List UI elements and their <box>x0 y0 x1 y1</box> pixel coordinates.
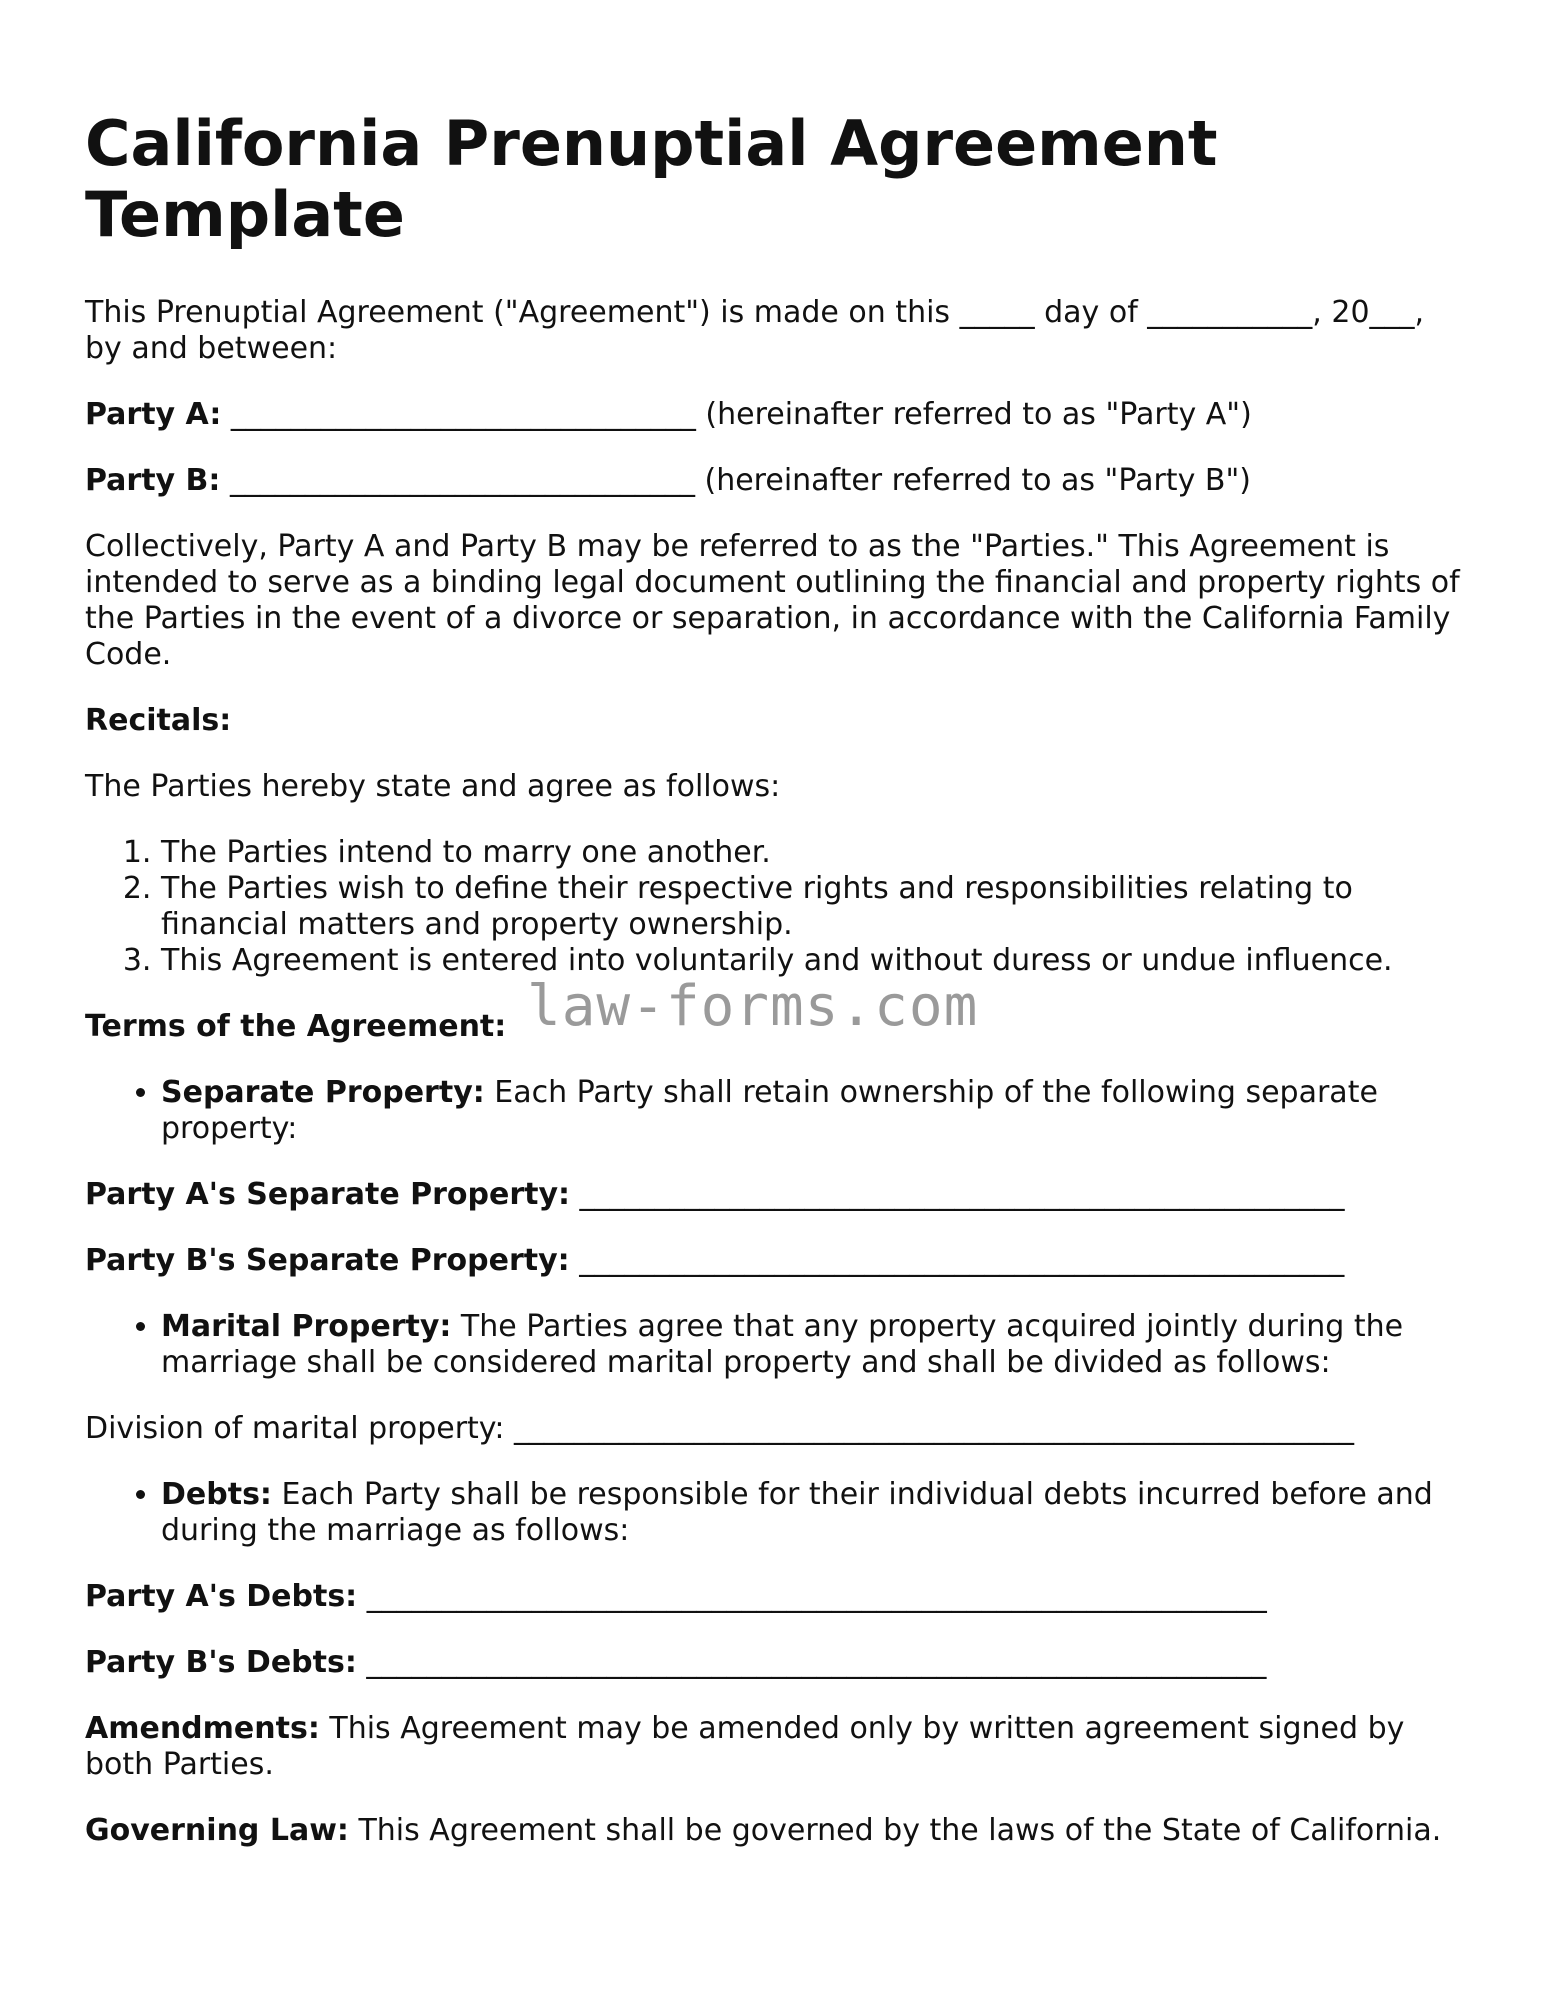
marital-property-text: The Parties agree that any property acquired jointly during the marriage shall be considered marital property and shall be divided as follows: <box>161 1309 1404 1380</box>
party-b-debts-line <box>85 1645 1465 1681</box>
party-a-debts-label: Party A's Debts: <box>85 1579 358 1614</box>
recital-item: 1. The Parties intend to marry one another. <box>161 835 1465 871</box>
page-title: California Prenuptial Agreement Template <box>85 107 1218 251</box>
amendments-paragraph <box>85 1711 1465 1783</box>
separate-property-label: Separate Property: <box>161 1075 485 1110</box>
marital-property-label: Marital Property: <box>161 1309 452 1344</box>
party-a-separate-blank: ___________________________________________________ <box>570 1177 1345 1212</box>
collective-paragraph: Collectively, Party A and Party B may be referred to as the "Parties." This Agreement is intended to serve as a binding legal document outlining the financial and property rights of the Parties in the event of a divorce or separation, in accordance with the California Family Code. <box>85 529 1460 672</box>
governing-law-label: Governing Law: <box>85 1813 349 1848</box>
party-a-line <box>85 397 1465 433</box>
separate-property-item <box>161 1075 1465 1147</box>
party-b-text: _______________________________ (hereinafter referred to as "Party B") <box>220 463 1251 498</box>
division-line: Division of marital property: ________________________________________________________ <box>85 1411 1355 1446</box>
party-a-label: Party A: <box>85 397 222 432</box>
party-b-separate-line <box>85 1243 1465 1279</box>
governing-law-paragraph <box>85 1813 1465 1849</box>
watermark: law-forms.com <box>527 974 979 1039</box>
marital-property-item <box>161 1309 1465 1381</box>
party-a-debts-blank: ____________________________________________________________ <box>357 1579 1267 1614</box>
party-b-line <box>85 463 1465 499</box>
recitals-intro: The Parties hereby state and agree as follows: <box>85 769 781 804</box>
recitals-heading-text: Recitals: <box>85 703 232 738</box>
recitals-list <box>85 835 1465 979</box>
amendments-text: This Agreement may be amended only by written agreement signed by both Parties. <box>85 1711 1405 1782</box>
separate-property-text: Each Party shall retain ownership of the following separate property: <box>161 1075 1378 1146</box>
debts-item <box>161 1477 1465 1549</box>
party-a-text: _______________________________ (hereinafter referred to as "Party A") <box>221 397 1252 432</box>
party-b-debts-label: Party B's Debts: <box>85 1645 357 1680</box>
party-b-debts-blank: ____________________________________________________________ <box>356 1645 1267 1680</box>
separate-property-list <box>85 1075 1465 1147</box>
party-b-separate-blank: ___________________________________________________ <box>569 1243 1345 1278</box>
debts-text: Each Party shall be responsible for their individual debts incurred before and during the marriage as follows: <box>161 1477 1433 1548</box>
governing-law-text: This Agreement shall be governed by the laws of the State of California. <box>348 1813 1442 1848</box>
party-b-separate-label: Party B's Separate Property: <box>85 1243 570 1278</box>
amendments-label: Amendments: <box>85 1711 320 1746</box>
party-a-separate-line <box>85 1177 1465 1213</box>
recital-item: 3. This Agreement is entered into voluntarily and without duress or undue influence. <box>161 943 1465 979</box>
debts-label: Debts: <box>161 1477 272 1512</box>
party-b-label: Party B: <box>85 463 221 498</box>
party-a-debts-line <box>85 1579 1465 1615</box>
intro-paragraph: This Prenuptial Agreement ("Agreement") is made on this _____ day of ___________, 20___, by and between: <box>85 295 1425 366</box>
party-a-separate-label: Party A's Separate Property: <box>85 1177 571 1212</box>
recital-item: 2. The Parties wish to define their respective rights and responsibilities relating to financial matters and property ownership. <box>161 871 1465 943</box>
marital-property-list <box>85 1309 1465 1381</box>
terms-heading-text: Terms of the Agreement: <box>85 1009 507 1044</box>
recitals-heading <box>85 703 1465 739</box>
debts-list <box>85 1477 1465 1549</box>
